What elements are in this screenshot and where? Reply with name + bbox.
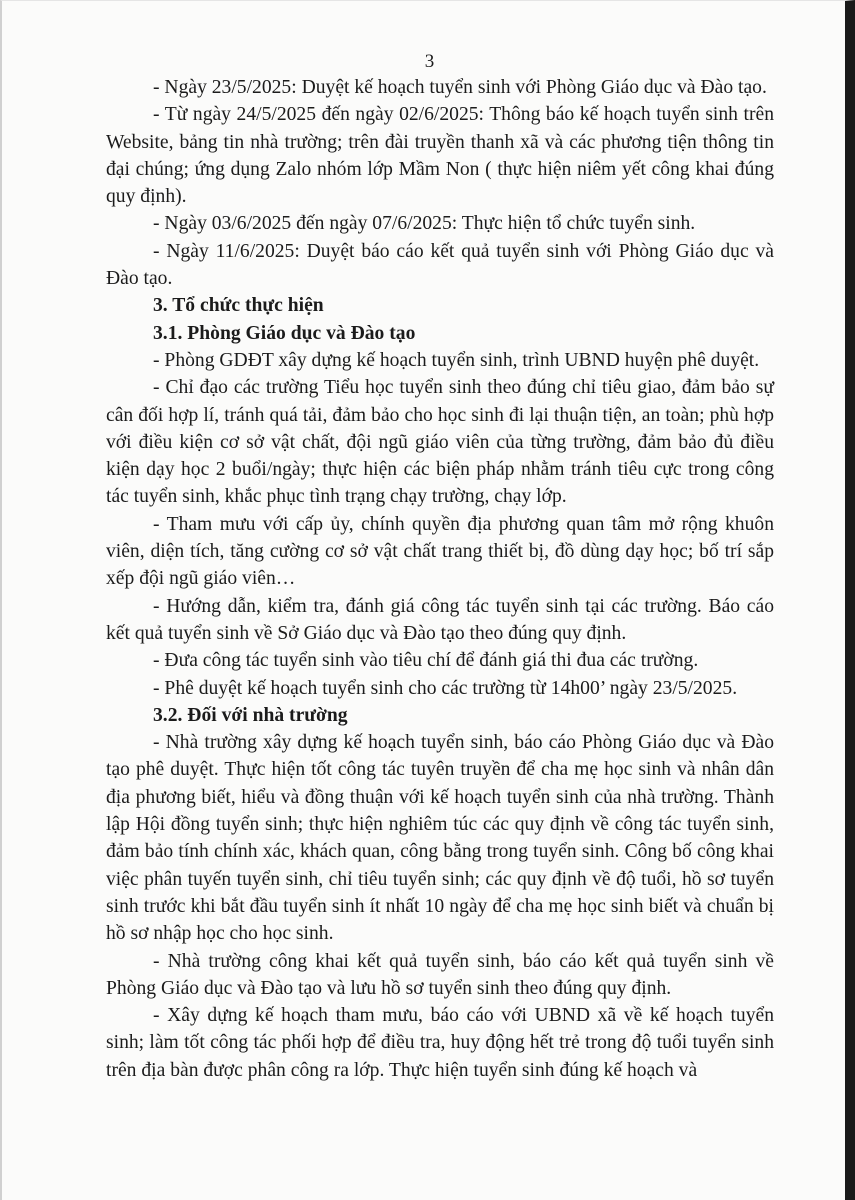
paragraph-schedule-announcement: - Từ ngày 24/5/2025 đến ngày 02/6/2025: Thông báo kế hoạch tuyển sinh trên Website, bảng tin nhà trường; trên đài truyền thanh xã và các phương tiện thông tin đại chúng; ứng dụng Zalo nhóm lớp Mầm Non ( thực hiện niêm yết công khai đúng quy định).: [106, 104, 774, 208]
subsection-heading: 3.1. Phòng Giáo dục và Đào tạo: [153, 322, 416, 344]
paragraph-schedule-report: - Ngày 11/6/2025: Duyệt báo cáo kết quả tuyển sinh với Phòng Giáo dục và Đào tạo.: [106, 240, 774, 290]
document-body: [106, 74, 774, 1084]
paragraph-school-coordination: - Xây dựng kế hoạch tham mưu, báo cáo với UBND xã về kế hoạch tuyển sinh; làm tốt công tác phối hợp để điều tra, huy động hết trẻ trong độ tuổi tuyển sinh trên địa bàn được phân công ra lớp. Thực hiện tuyển sinh đúng kế hoạch và: [106, 1005, 774, 1081]
subsection-heading: 3.2. Đối với nhà trường: [153, 704, 348, 726]
paragraph-office-direction: - Chỉ đạo các trường Tiểu học tuyển sinh theo đúng chỉ tiêu giao, đảm bảo sự cân đối hợp lí, tránh quá tải, đảm bảo cho học sinh đi lại thuận tiện, an toàn; phù hợp với điều kiện cơ sở vật chất, đội ngũ giáo viên của từng trường, đảm bảo đủ điều kiện dạy học 2 buổi/ngày; thực hiện các biện pháp nhằm tránh tiêu cực trong công tác tuyển sinh, khắc phục tình trạng chạy trường, chạy lớp.: [106, 377, 774, 508]
section-heading: 3. Tổ chức thực hiện: [153, 295, 324, 317]
paragraph-office-plan: - Phòng GDĐT xây dựng kế hoạch tuyển sinh, trình UBND huyện phê duyệt.: [153, 349, 760, 371]
paragraph-school-plan: - Nhà trường xây dựng kế hoạch tuyển sinh, báo cáo Phòng Giáo dục và Đào tạo phê duyệt. Thực hiện tốt công tác tuyên truyền để cha mẹ học sinh và nhân dân địa phương biết, hiểu và đồng thuận với kế hoạch tuyển sinh của nhà trường. Thành lập Hội đồng tuyển sinh; thực hiện nghiêm túc các quy định về công tác tuyển sinh, đảm bảo tính chính xác, khách quan, công bằng trong tuyển sinh. Công bố công khai việc phân tuyến tuyển sinh, chỉ tiêu tuyển sinh; các quy định về độ tuổi, hồ sơ tuyển sinh trước khi bắt đầu tuyển sinh ít nhất 10 ngày để cha mẹ học sinh biết và chuẩn bị hồ sơ nhập học cho học sinh.: [106, 732, 774, 945]
paragraph-office-advise: - Tham mưu với cấp ủy, chính quyền địa phương quan tâm mở rộng khuôn viên, diện tích, tăng cường cơ sở vật chất trang thiết bị, đồ dùng dạy học; bố trí sắp xếp đội ngũ giáo viên…: [106, 513, 774, 590]
paragraph-school-results: - Nhà trường công khai kết quả tuyển sinh, báo cáo kết quả tuyển sinh về Phòng Giáo dục và Đào tạo và lưu hồ sơ tuyển sinh theo đúng quy định.: [106, 950, 774, 999]
page-number: 3: [424, 51, 435, 72]
paragraph-office-emulation: - Đưa công tác tuyển sinh vào tiêu chí để đánh giá thi đua các trường.: [153, 650, 699, 672]
paragraph-schedule-approval: - Ngày 23/5/2025: Duyệt kế hoạch tuyển sinh với Phòng Giáo dục và Đào tạo.: [153, 77, 767, 98]
paragraph-office-guidance: - Hướng dẫn, kiểm tra, đánh giá công tác tuyển sinh tại các trường. Báo cáo kết quả tuyển sinh về Sở Giáo dục và Đào tạo theo đúng quy định.: [106, 595, 774, 644]
paragraph-office-approval: - Phê duyệt kế hoạch tuyển sinh cho các trường từ 14h00’ ngày 23/5/2025.: [153, 677, 738, 699]
paragraph-schedule-enrollment: - Ngày 03/6/2025 đến ngày 07/6/2025: Thực hiện tổ chức tuyển sinh.: [153, 213, 696, 235]
